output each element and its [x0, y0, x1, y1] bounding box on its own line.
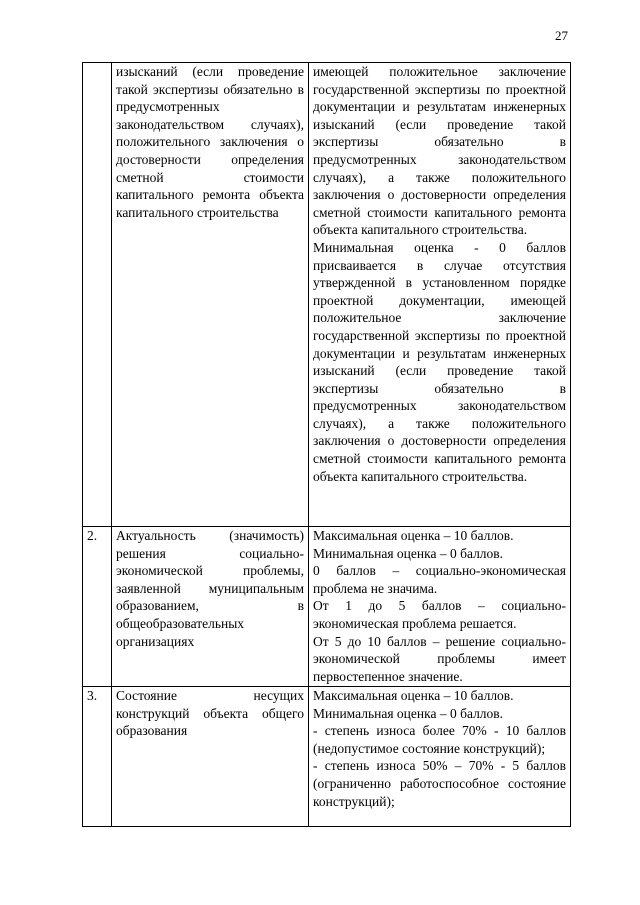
description-paragraph: - степень износа более 70% - 10 баллов (недопустимое состояние конструкций); — [313, 723, 566, 756]
criterion-cell — [112, 687, 309, 827]
table-row — [83, 527, 571, 687]
criterion-text: изысканий (если проведение такой экспертизы обязательно в предусмотренных законодательством случаях), положительного заключения о достоверности определения сметной стоимости капитального ремонта объекта капитального строительства — [116, 64, 304, 220]
description-cell — [309, 63, 571, 527]
description-cell — [309, 527, 571, 687]
criterion-text: Состояние несущих конструкций объекта общего образования — [116, 688, 304, 739]
description-paragraph: имеющей положительное заключение государственной экспертизы по проектной документации и результатам инженерных изысканий (если проведение такой экспертизы обязательно в предусмотренных законодательством случаях), а также положительного заключения о достоверности определения сметной стоимости капитального ремонта объекта капитального строительства. — [313, 64, 566, 238]
table-row — [83, 687, 571, 827]
criteria-table — [82, 62, 571, 827]
page-number: 27 — [555, 28, 568, 43]
description-paragraph: Минимальная оценка - 0 баллов присваивается в случае отсутствия утвержденной в установленном порядке проектной документации, имеющей положительное заключение государственной экспертизы по проектной документации и результатам инженерных изысканий (если проведение такой экспертизы обязательно в предусмотренных законодательством случаях), а также положительного заключения о достоверности определения сметной стоимости капитального ремонта объекта капитального строительства. — [313, 239, 566, 484]
row-number — [83, 63, 112, 527]
criterion-cell — [112, 527, 309, 687]
description-paragraph: - степень износа 50% – 70% - 5 баллов (ограниченно работоспособное состояние конструкций); — [313, 758, 566, 809]
description-paragraph: Минимальная оценка – 0 баллов. — [313, 705, 504, 721]
description-paragraph: От 5 до 10 баллов – решение социально-экономической проблемы имеет первостепенное значение. — [313, 633, 566, 684]
criterion-cell — [112, 63, 309, 527]
description-paragraph: Минимальная оценка – 0 баллов. — [313, 545, 504, 561]
row-number: 3. — [83, 687, 112, 827]
table-row — [83, 63, 571, 527]
description-paragraph: Максимальная оценка – 10 баллов. — [313, 528, 514, 543]
description-paragraph: 0 баллов – социально-экономическая проблема не значима. — [313, 563, 566, 596]
row-number: 2. — [83, 527, 112, 687]
description-cell — [309, 687, 571, 827]
description-paragraph: Максимальная оценка – 10 баллов. — [313, 688, 514, 703]
description-paragraph: От 1 до 5 баллов – социально-экономическая проблема решается. — [313, 598, 566, 631]
criterion-text: Актуальность (значимость) решения социально-экономической проблемы, заявленной муниципальным образованием, в общеобразовательных организациях — [116, 528, 304, 649]
